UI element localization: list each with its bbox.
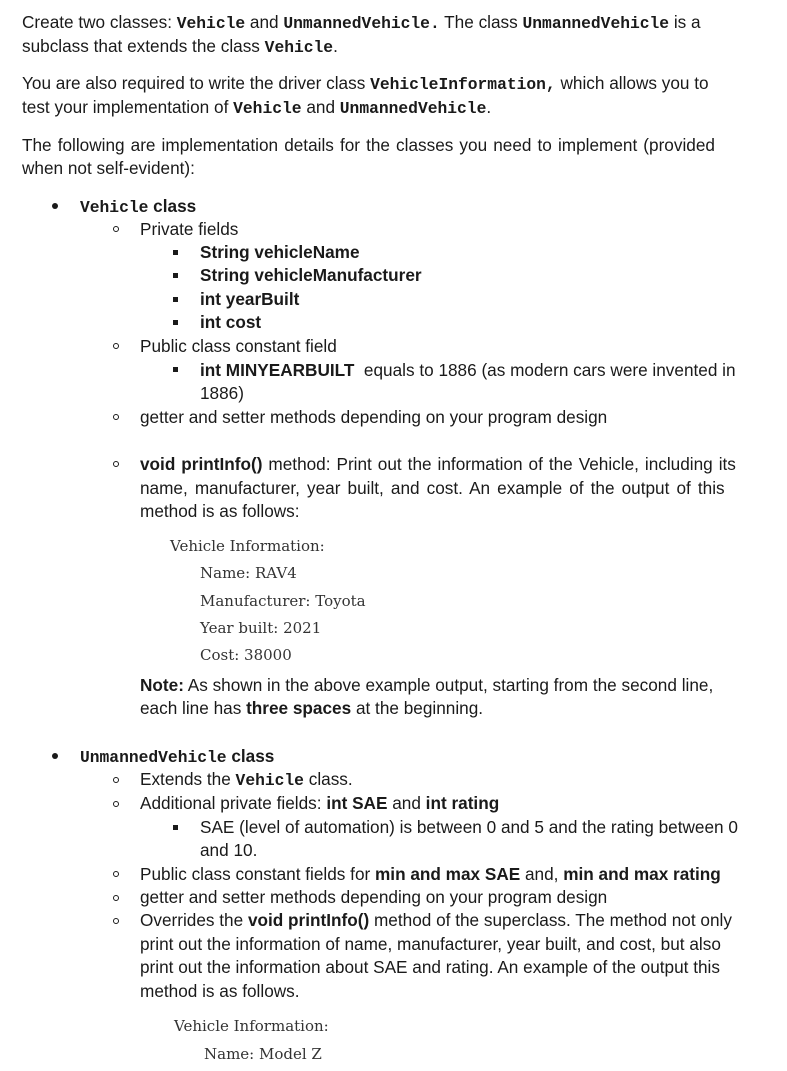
text: int MINYEARBUILT xyxy=(200,360,355,380)
intro-p1-line1 xyxy=(22,11,701,35)
text: subclass that extends the class xyxy=(22,36,265,56)
text: equals to 1886 (as modern cars were invented in xyxy=(354,360,736,380)
intro-p2-line2 xyxy=(22,96,491,120)
example-output-line: Year built: 2021 xyxy=(200,619,322,637)
text: The class xyxy=(439,12,523,32)
text: Extends the xyxy=(140,769,236,789)
bullet-square-icon xyxy=(173,320,178,325)
example-output-line: Vehicle Information: xyxy=(170,537,325,555)
bullet-circle-icon xyxy=(113,918,119,924)
text: int SAE xyxy=(326,793,388,813)
unmanned-fields xyxy=(140,792,499,815)
bullet-disc-icon xyxy=(52,203,58,209)
text: min and max rating xyxy=(563,864,721,884)
vehicle-note-line1 xyxy=(140,674,713,697)
intro-p2-line1 xyxy=(22,72,709,96)
text: which allows you to xyxy=(555,73,709,93)
text: int rating xyxy=(425,793,500,813)
vehicle-print-line3: method is as follows: xyxy=(140,501,300,521)
example-output-line: Vehicle Information: xyxy=(174,1017,329,1035)
code-unmanned-vehicle: UnmannedVehicle xyxy=(522,14,670,33)
unmanned-constants xyxy=(140,863,721,886)
text: three spaces xyxy=(246,698,352,718)
text: Public class constant fields for xyxy=(140,864,376,884)
unmanned-override-line2: print out the information of name, manufacturer, year built, and cost, but also xyxy=(140,934,721,954)
bullet-square-icon xyxy=(173,825,178,830)
text: You are also required to write the driver class xyxy=(22,73,371,93)
bullet-square-icon xyxy=(173,273,178,278)
text: class xyxy=(148,196,197,216)
vehicle-constant-line2: 1886) xyxy=(200,383,244,403)
bullet-circle-icon xyxy=(113,777,119,783)
example-output-line: Name: Model Z xyxy=(204,1045,322,1063)
text: and, xyxy=(520,864,564,884)
text: void printInfo() xyxy=(247,910,370,930)
bullet-square-icon xyxy=(173,250,178,255)
unmanned-override-line1 xyxy=(140,909,732,932)
code-unmanned-vehicle: UnmannedVehicle xyxy=(339,99,487,118)
code-vehicle: Vehicle xyxy=(235,771,304,790)
text: each line has xyxy=(140,698,247,718)
unmanned-override-line4: method is as follows. xyxy=(140,981,300,1001)
bullet-circle-icon xyxy=(113,226,119,232)
bullet-disc-icon xyxy=(52,753,58,759)
text: . xyxy=(333,36,338,56)
bullet-circle-icon xyxy=(113,414,119,420)
intro-p3-line1: The following are implementation details for the classes you need to implement (provided xyxy=(22,135,715,155)
text: and xyxy=(387,793,426,813)
intro-p1-line2 xyxy=(22,35,338,59)
text: min and max SAE xyxy=(375,864,521,884)
unmanned-getter-setter: getter and setter methods depending on your program design xyxy=(140,887,608,907)
text: at the beginning. xyxy=(351,698,484,718)
vehicle-getter-setter: getter and setter methods depending on your program design xyxy=(140,407,608,427)
text: Note: xyxy=(140,675,184,695)
text: Additional private fields: xyxy=(140,793,327,813)
text: class. xyxy=(303,769,353,789)
intro-p3-line2: when not self-evident): xyxy=(22,158,195,178)
bullet-circle-icon xyxy=(113,343,119,349)
vehicle-constant-line1 xyxy=(200,359,736,382)
text: Create two classes: xyxy=(22,12,177,32)
text: method: Print out the information of the Vehicle, including its xyxy=(262,454,736,474)
vehicle-private-fields-label: Private fields xyxy=(140,219,239,239)
code-vehicle: Vehicle xyxy=(233,99,302,118)
vehicle-field-year: int yearBuilt xyxy=(200,289,300,309)
vehicle-field-cost: int cost xyxy=(200,312,262,332)
code-vehicle: Vehicle xyxy=(176,14,246,33)
text: method of the superclass. The method not only xyxy=(369,910,732,930)
unmanned-heading xyxy=(80,745,274,769)
vehicle-print-line1 xyxy=(140,453,736,476)
text: and xyxy=(301,97,340,117)
bullet-square-icon xyxy=(173,367,178,372)
text: class xyxy=(226,746,275,766)
text: and xyxy=(245,12,284,32)
code-vehicle: Vehicle xyxy=(264,38,334,57)
code-vehicle: Vehicle xyxy=(80,198,149,217)
bullet-circle-icon xyxy=(113,895,119,901)
unmanned-override-line3: print out the information about SAE and rating. An example of the output this xyxy=(140,957,720,977)
text: . xyxy=(486,97,492,117)
bullet-square-icon xyxy=(173,297,178,302)
vehicle-field-manufacturer: String vehicleManufacturer xyxy=(200,265,422,285)
vehicle-constant-label: Public class constant field xyxy=(140,336,337,356)
vehicle-print-line2: name, manufacturer, year built, and cost. An example of the output of this xyxy=(140,478,725,498)
text: is a xyxy=(669,12,701,32)
vehicle-field-name: String vehicleName xyxy=(200,242,360,262)
unmanned-sae-line1: SAE (level of automation) is between 0 and 5 and the rating between 0 xyxy=(200,817,738,837)
code-unmanned-vehicle: UnmannedVehicle. xyxy=(283,14,440,33)
vehicle-note-line2 xyxy=(140,697,483,720)
text: Overrides the xyxy=(140,910,248,930)
bullet-circle-icon xyxy=(113,461,119,467)
text: test your implementation of xyxy=(22,97,234,117)
code-unmanned-vehicle: UnmannedVehicle xyxy=(80,748,227,767)
text: void printInfo() xyxy=(140,454,263,474)
vehicle-heading xyxy=(80,195,196,219)
text: As shown in the above example output, starting from the second line, xyxy=(183,675,714,695)
bullet-circle-icon xyxy=(113,801,119,807)
example-output-line: Name: RAV4 xyxy=(200,564,297,582)
code-vehicle-information: VehicleInformation, xyxy=(370,75,556,94)
unmanned-extends xyxy=(140,768,353,792)
example-output-line: Cost: 38000 xyxy=(200,646,292,664)
example-output-line: Manufacturer: Toyota xyxy=(200,592,366,610)
bullet-circle-icon xyxy=(113,871,119,877)
unmanned-sae-line2: and 10. xyxy=(200,840,258,860)
